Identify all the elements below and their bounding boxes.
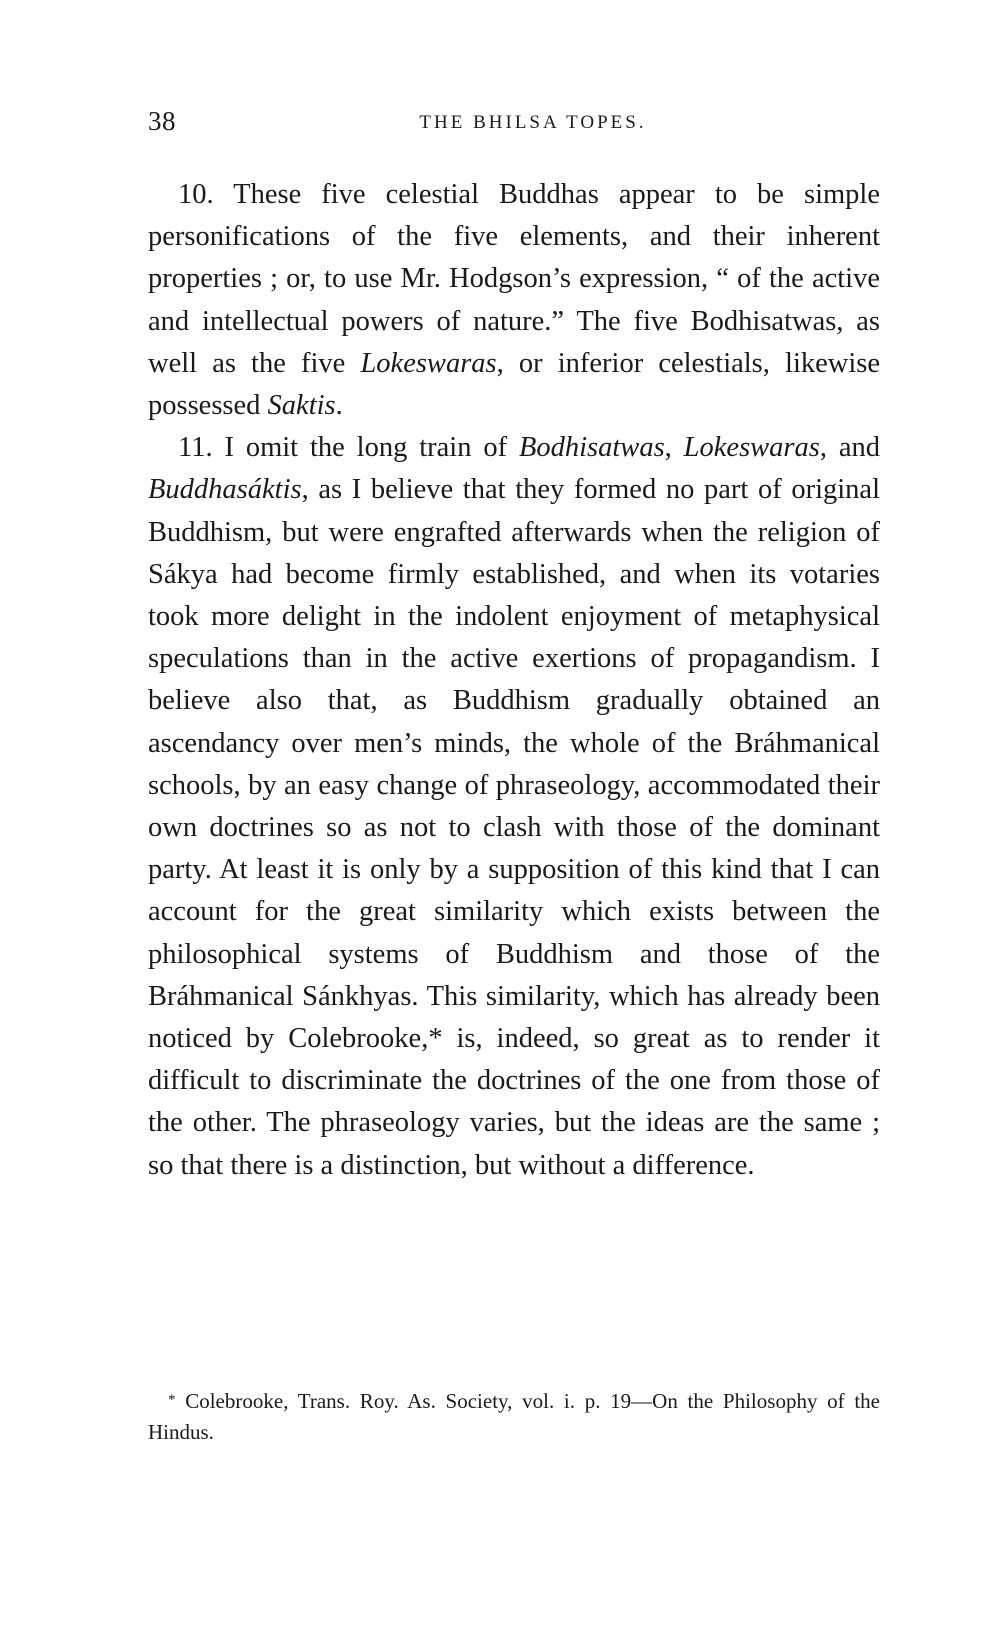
footnote: [148, 1385, 880, 1448]
paragraph-text: ,: [664, 432, 684, 464]
footnote-marker: *: [168, 1392, 176, 1408]
italic-term-bodhisatwas: Bodhisatwas: [518, 432, 665, 464]
paragraph-number: 10.: [178, 179, 214, 210]
italic-term-lokeswaras: Lokeswaras: [360, 347, 497, 379]
running-head: [148, 106, 878, 146]
italic-term-buddhasaktis: Buddhasáktis: [148, 474, 302, 506]
paragraph-text: .: [335, 390, 343, 422]
paragraph-text: I omit the long train of: [224, 432, 519, 464]
footnote-text: Colebrooke, Trans. Roy. As. Society, vol. i. p. 19—On the Philosophy of the Hindus.: [148, 1389, 881, 1444]
paragraph-text: is, indeed, so great as to render it difficult to discriminate the doctrines of the one from those of the other. The phraseology varies, but the ideas are the same ; so that there is a distinction, but without a difference.: [148, 1023, 880, 1181]
running-title: THE BHILSA TOPES.: [419, 112, 647, 133]
footnote-reference-mark: *: [428, 1023, 443, 1055]
paragraph-10: [148, 174, 880, 427]
paragraph-number: 11.: [178, 432, 213, 464]
paragraph-11: [148, 427, 880, 1187]
paragraph-text: , or inferior celestials, likewise possessed: [148, 347, 880, 422]
paragraph-text: , as I believe that they formed no part of original Buddhism, but were engrafted afterwards when the religion of Sákya had become firmly established, and when its votaries took more delight in the indolent enjoyment of metaphysical speculations than in the active exertions of propagandism. I believe also that, as Buddhism gradually obtained an ascendancy over men’s minds, the whole of the Bráhmanical schools, by an easy change of phraseology, accommodated their own doctrines so as not to clash with those of the dominant party. At least it is only by a supposition of this kind that I can account for the great similarity which exists between the philosophical systems of Buddhism and those of the Bráhmanical Sánkhyas. This similarity, which has already been noticed by Colebrooke,: [148, 474, 880, 1055]
italic-term-saktis: Saktis: [267, 390, 336, 422]
body-text: [148, 174, 880, 1187]
footnote-text-block: [148, 1385, 880, 1448]
paragraph-text: These five celestial Buddhas appear to be simple personifications of the five elements, and their inherent properties ; or, to use Mr. Hodgson’s expression, “ of the active and intellectual powers of nature.” The five Bodhisatwas, as well as the five: [148, 179, 880, 379]
page-number: 38: [148, 106, 176, 136]
paragraph-text: , and: [819, 432, 881, 464]
italic-term-lokeswaras: Lokeswaras: [683, 432, 820, 464]
